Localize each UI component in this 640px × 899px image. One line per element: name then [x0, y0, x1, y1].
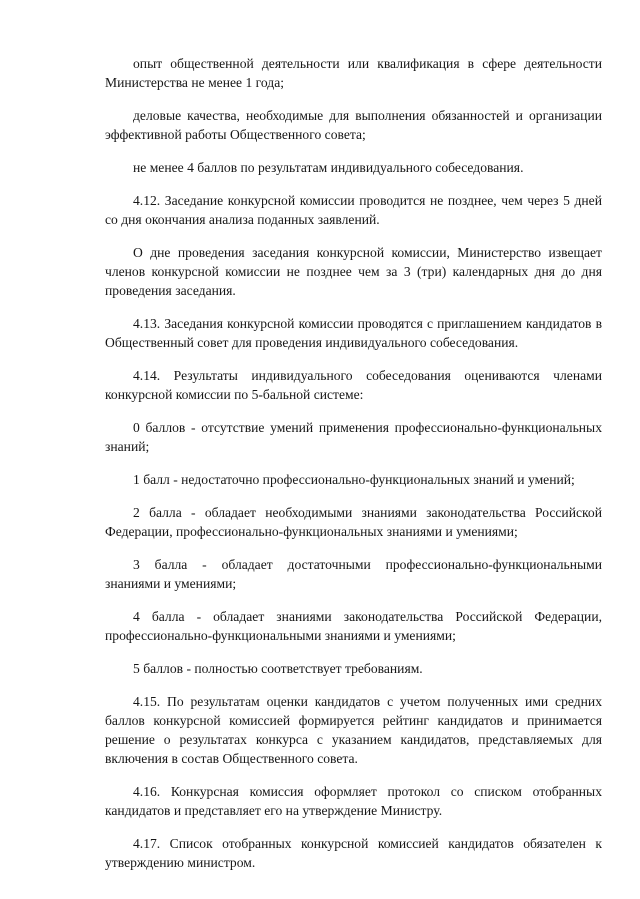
paragraph-score-4: 4 балла - обладает знаниями законодательства Российской Федерации, профессионально-функциональными знаниями и умениями;: [105, 609, 602, 643]
paragraph-meeting-notice: О дне проведения заседания конкурсной комиссии, Министерство извещает членов конкурсной комиссии не позднее чем за 3 (три) календарных дня до дня проведения заседания.: [105, 245, 602, 298]
document-page: [105, 54, 602, 886]
paragraph-score-3: 3 балла - обладает достаточными профессионально-функциональными знаниями и умениями;: [105, 557, 602, 591]
paragraph-4-15: 4.15. По результатам оценки кандидатов с учетом полученных ими средних баллов конкурсной комиссией формируется рейтинг кандидатов и принимается решение о результатах конкурса с указанием кандидатов, представляемых для включения в состав Общественного совета.: [105, 694, 602, 766]
paragraph-score-5: 5 баллов - полностью соответствует требованиям.: [133, 661, 423, 676]
paragraph-score-0: 0 баллов - отсутствие умений применения профессионально-функциональных знаний;: [105, 420, 602, 454]
paragraph-experience: опыт общественной деятельности или квалификация в сфере деятельности Министерства не менее 1 года;: [105, 56, 602, 90]
paragraph-4-12: 4.12. Заседание конкурсной комиссии проводится не позднее, чем через 5 дней со дня окончания анализа поданных заявлений.: [105, 193, 602, 227]
paragraph-4-16: 4.16. Конкурсная комиссия оформляет протокол со списком отобранных кандидатов и представляет его на утверждение Министру.: [105, 784, 602, 818]
paragraph-4-17: 4.17. Список отобранных конкурсной комиссией кандидатов обязателен к утверждению министром.: [105, 836, 602, 870]
paragraph-min-score: не менее 4 баллов по результатам индивидуального собеседования.: [133, 160, 524, 175]
paragraph-4-14: 4.14. Результаты индивидуального собеседования оцениваются членами конкурсной комиссии по 5-бальной системе:: [105, 368, 602, 402]
paragraph-score-2: 2 балла - обладает необходимыми знаниями законодательства Российской Федерации, профессионально-функциональных знаниями и умениями;: [105, 505, 602, 539]
paragraph-score-1: 1 балл - недостаточно профессионально-функциональных знаний и умений;: [133, 472, 575, 487]
paragraph-4-13: 4.13. Заседания конкурсной комиссии проводятся с приглашением кандидатов в Общественный совет для проведения индивидуального собеседования.: [105, 316, 602, 350]
paragraph-business-qualities: деловые качества, необходимые для выполнения обязанностей и организации эффективной работы Общественного совета;: [105, 108, 602, 142]
